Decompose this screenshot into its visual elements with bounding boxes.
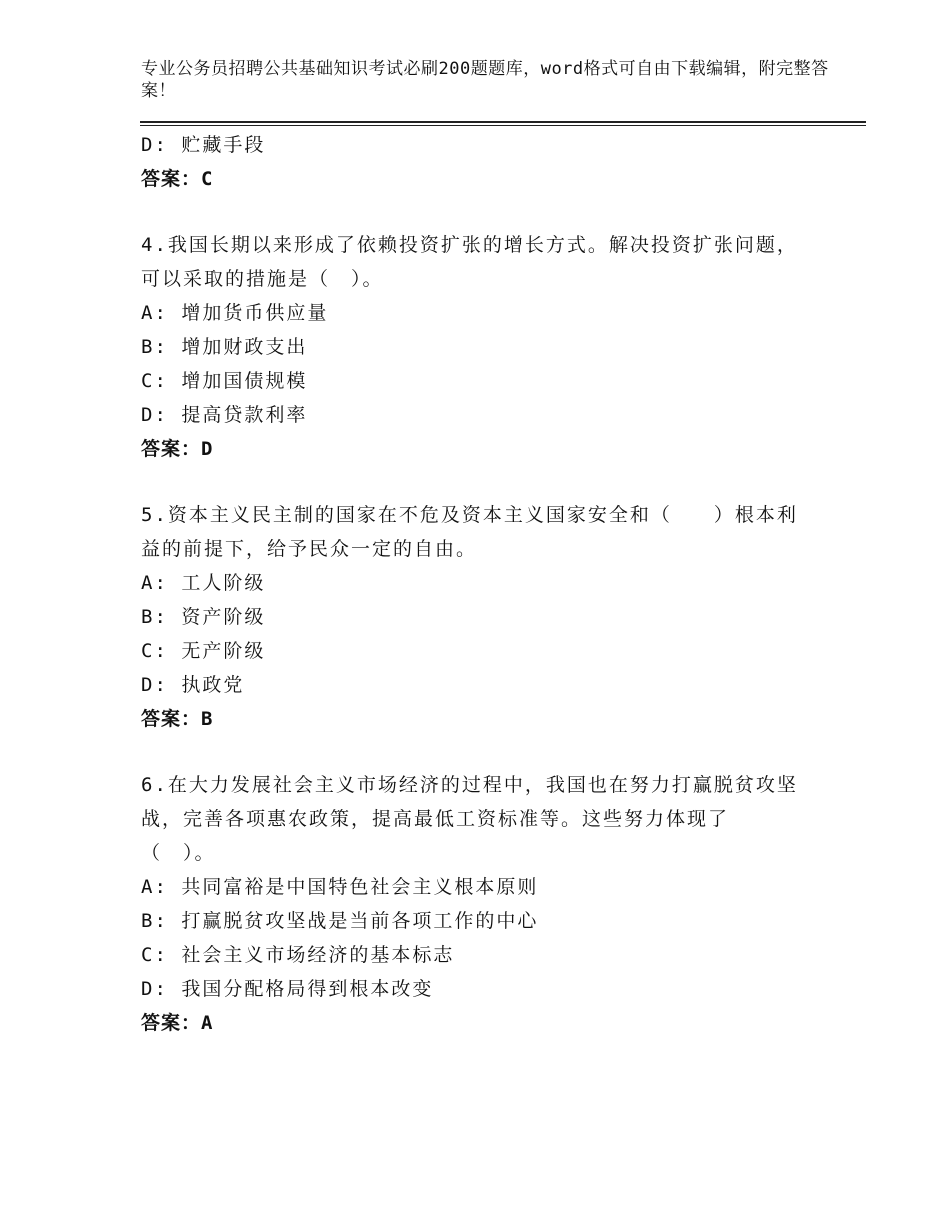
- question-5-text: 5.资本主义民主制的国家在不危及资本主义国家安全和（ ）根本利益的前提下，给予民众一定的自由。: [141, 504, 798, 560]
- question-4-text: 4.我国长期以来形成了依赖投资扩张的增长方式。解决投资扩张问题，可以采取的措施是（ ）。: [141, 234, 798, 290]
- question-5-option-b: B: 资产阶级: [141, 606, 266, 628]
- question-content: [141, 128, 801, 1040]
- question-5-option-d: D: 执政党: [141, 674, 245, 696]
- document-header: 专业公务员招聘公共基础知识考试必刷200题题库，word格式可自由下载编辑，附完整答案！: [141, 59, 829, 101]
- question-4-option-c: C: 增加国债规模: [141, 370, 308, 392]
- question-4-option-b: B: 增加财政支出: [141, 336, 308, 358]
- prev-option-d: D: 贮藏手段: [141, 134, 266, 156]
- spacer: [141, 736, 801, 768]
- question-5-answer: 答案：B: [141, 708, 214, 730]
- spacer: [141, 196, 801, 228]
- question-5: [141, 498, 801, 736]
- header-rule: [140, 121, 866, 126]
- question-6-option-c: C: 社会主义市场经济的基本标志: [141, 944, 455, 966]
- question-6-option-a: A: 共同富裕是中国特色社会主义根本原则: [141, 876, 539, 898]
- question-5-option-a: A: 工人阶级: [141, 572, 266, 594]
- question-4: [141, 228, 801, 466]
- question-6-text: 6.在大力发展社会主义市场经济的过程中，我国也在努力打赢脱贫攻坚战，完善各项惠农政策，提高最低工资标准等。这些努力体现了（ ）。: [141, 774, 798, 864]
- prev-answer: 答案：C: [141, 168, 214, 190]
- question-6: [141, 768, 801, 1040]
- question-6-answer: 答案：A: [141, 1012, 214, 1034]
- question-4-answer: 答案：D: [141, 438, 214, 460]
- question-6-option-d: D: 我国分配格局得到根本改变: [141, 978, 434, 1000]
- spacer: [141, 466, 801, 498]
- question-5-option-c: C: 无产阶级: [141, 640, 266, 662]
- question-6-option-b: B: 打赢脱贫攻坚战是当前各项工作的中心: [141, 910, 539, 932]
- question-4-option-a: A: 增加货币供应量: [141, 302, 329, 324]
- question-4-option-d: D: 提高贷款利率: [141, 404, 308, 426]
